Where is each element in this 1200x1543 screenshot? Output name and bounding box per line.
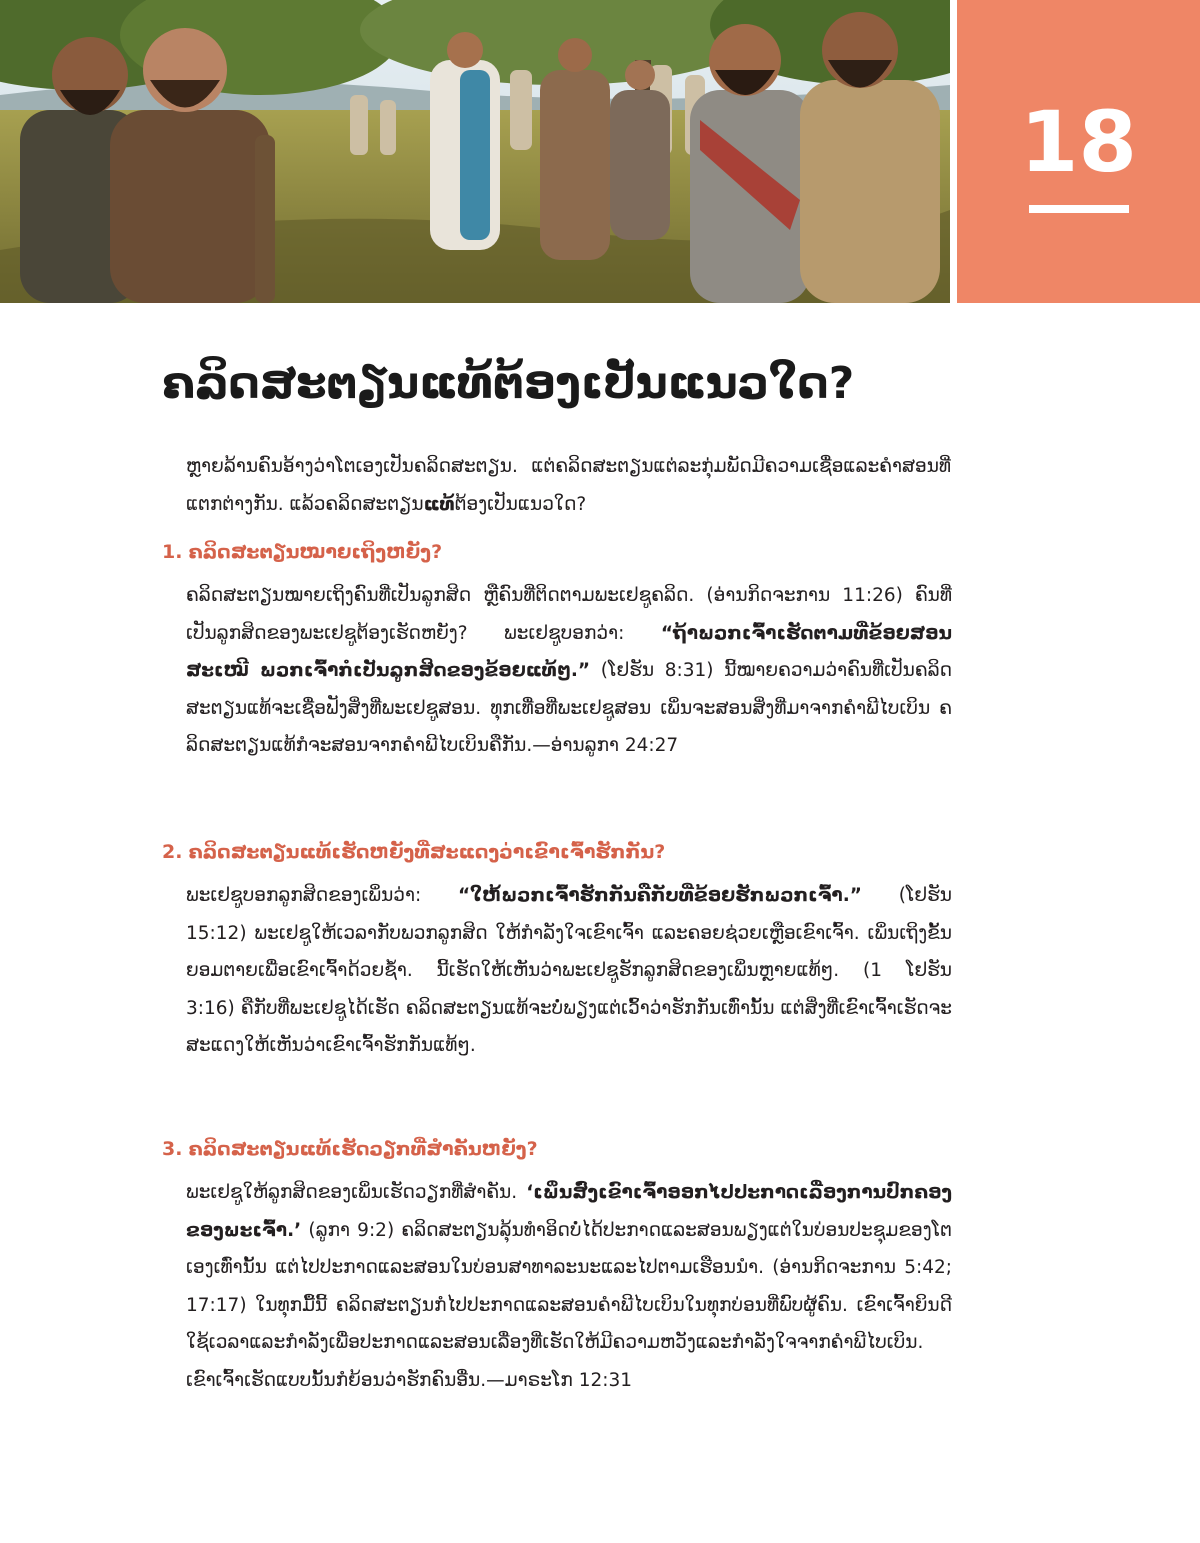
section-1-text: ຄລິດສະຕຽນໝາຍເຖິງຄົນທີ່ເປັນລູກສິດ ຫຼືຄົນທີ່ຕິດຕາມພະເຢຊູຄລິດ. (ອ່ານກິດຈະການ 11:26) ຄົນທີ່ເປັນລູກສິດຂອງພະເຢຊູຕ້ອງເຮັດຫຍັງ? ພະເຢຊູບອກວ່າ:: [186, 585, 952, 644]
intro-text: ຫຼາຍລ້ານຄົນອ້າງວ່າໂຕເອງເປັນຄລິດສະຕຽນ. ແຕ່ຄລິດສະຕຽນແຕ່ລະກຸ່ມພັດມີຄວາມເຊື່ອແລະຄຳສອນທີ່ແຕກຕ່າງກັນ. ແລ້ວຄລິດສະຕຽນ: [186, 456, 951, 515]
section-1: [162, 537, 952, 765]
section-3-title: ຄລິດສະຕຽນແທ້ເຮັດວຽກທີ່ສຳຄັນຫຍັງ?: [188, 1138, 538, 1160]
chapter-underline: [1029, 205, 1129, 213]
section-3-number: 3.: [162, 1138, 183, 1160]
section-1-quote: “ຖ້າພວກເຈົ້າເຮັດຕາມທີ່ຂ້ອຍສອນສະເໝີ ພວກເຈົ້າກໍເປັນລູກສິດຂອງຂ້ອຍແທ້ໆ.”: [186, 622, 952, 681]
chapter-number: 18: [1020, 93, 1137, 191]
intro-emphasis: ແທ້: [423, 494, 455, 515]
section-2-heading: [162, 837, 952, 867]
intro-text-end: ຕ້ອງເປັນແນວໃດ?: [454, 494, 587, 515]
section-2-text: ພະເຢຊູບອກລູກສິດຂອງເພິ່ນວ່າ:: [186, 885, 459, 906]
intro-paragraph: [186, 448, 951, 524]
section-1-heading: [162, 537, 952, 567]
section-2-text-end: (ໂຢຮັນ 15:12) ພະເຢຊູໃຫ້ເວລາກັບພວກລູກສິດ ໃຫ້ກຳລັງໃຈເຂົາເຈົ້າ ແລະຄອຍຊ່ວຍເຫຼືອເຂົາເຈົ້າ. ເພິ່ນເຖິງຂັ້ນຍອມຕາຍເພື່ອເຂົາເຈົ້າດ້ວຍຊ້ຳ. ນີ້ເຮັດໃຫ້ເຫັນວ່າພະເຢຊູຮັກລູກສິດຂອງເພິ່ນຫຼາຍແທ້ໆ. (1 ໂຢຮັນ 3:16) ຄືກັບທີ່ພະເຢຊູໄດ້ເຮັດ ຄລິດສະຕຽນແທ້ຈະບໍ່ພຽງແຕ່ເວົ້າວ່າຮັກກັນເທົ່ານັ້ນ ແຕ່ສິ່ງທີ່ເຂົາເຈົ້າເຮັດຈະສະແດງໃຫ້ເຫັນວ່າເຂົາເຈົ້າຮັກກັນແທ້ໆ.: [186, 885, 952, 1056]
section-1-title: ຄລິດສະຕຽນໝາຍເຖິງຫຍັງ?: [188, 541, 443, 563]
section-1-number: 1.: [162, 541, 183, 563]
section-3-quote: ‘ເພິ່ນສົ່ງເຂົາເຈົ້າອອກໄປປະກາດເລື່ອງການປົກຄອງຂອງພະເຈົ້າ.’: [186, 1182, 952, 1241]
section-2-body: [186, 877, 952, 1065]
section-2-quote: “ໃຫ້ພວກເຈົ້າຮັກກັນຄືກັບທີ່ຂ້ອຍຮັກພວກເຈົ້າ.”: [458, 885, 862, 906]
section-3: [162, 1134, 952, 1399]
section-1-body: [186, 577, 952, 765]
disciples-walking-image: [0, 0, 950, 303]
section-3-text: ພະເຢຊູໃຫ້ລູກສິດຂອງເພິ່ນເຮັດວຽກທີ່ສຳຄັນ.: [186, 1182, 527, 1203]
section-1-text-end: (ໂຢຮັນ 8:31) ນີ້ໝາຍຄວາມວ່າຄົນທີ່ເປັນຄລິດສະຕຽນແທ້ຈະເຊື່ອຟັງສິ່ງທີ່ພະເຢຊູສອນ. ທຸກເທື່ອທີ່ພະເຢຊູສອນ ເພິ່ນຈະສອນສິ່ງທີ່ມາຈາກຄຳພີໄບເບິນ ຄລິດສະຕຽນແທ້ກໍຈະສອນຈາກຄຳພີໄບເບິນຄືກັນ.—ອ່ານລູກາ 24:27: [186, 660, 952, 756]
section-3-heading: [162, 1134, 952, 1164]
section-2-title: ຄລິດສະຕຽນແທ້ເຮັດຫຍັງທີ່ສະແດງວ່າເຂົາເຈົ້າຮັກກັນ?: [188, 841, 666, 863]
section-3-text-end: (ລູກາ 9:2) ຄລິດສະຕຽນລຸ້ນທຳອິດບໍ່ໄດ້ປະກາດແລະສອນພຽງແຕ່ໃນບ່ອນປະຊຸມຂອງໂຕເອງເທົ່ານັ້ນ ແຕ່ໄປປະກາດແລະສອນໃນບ່ອນສາທາລະນະແລະໄປຕາມເຮືອນນຳ. (ອ່ານກິດຈະການ 5:42; 17:17) ໃນທຸກມື້ນີ້ ຄລິດສະຕຽນກໍໄປປະກາດແລະສອນຄຳພີໄບເບິນໃນທຸກບ່ອນທີ່ພົບຜູ້ຄົນ. ເຂົາເຈົ້າຍິນດີໃຊ້ເວລາແລະກຳລັງເພື່ອປະກາດແລະສອນເລື່ອງທີ່ເຮັດໃຫ້ມີຄວາມຫວັງແລະກຳລັງໃຈຈາກຄຳພີໄບເບິນ. ເຂົາເຈົ້າເຮັດແບບນັ້ນກໍຍ້ອນວ່າຮັກຄົນອື່ນ.—ມາຣະໂກ 12:31: [186, 1219, 952, 1391]
chapter-badge: [957, 0, 1200, 303]
header-illustration: [0, 0, 950, 303]
section-2-number: 2.: [162, 841, 183, 863]
section-2: [162, 837, 952, 1065]
section-3-body: [186, 1174, 952, 1399]
page-title: ຄລິດສະຕຽນແທ້ຕ້ອງເປັນແນວໃດ?: [162, 358, 855, 409]
